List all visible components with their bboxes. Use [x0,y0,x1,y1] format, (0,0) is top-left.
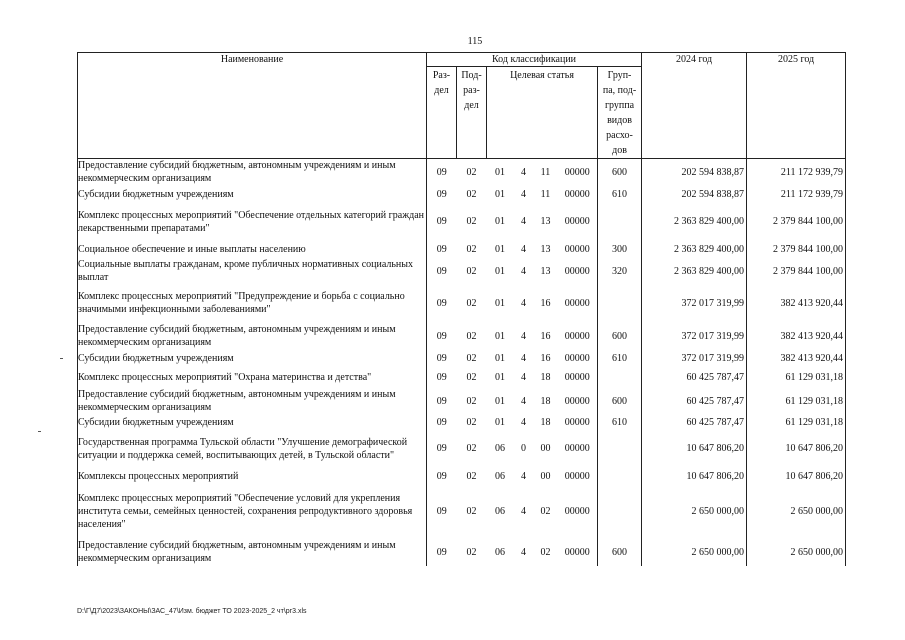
cell-amount-2024: 372 017 319,99 [642,322,747,350]
cell-subprogram: 0 [521,443,526,454]
table-row [78,430,905,467]
cell-direction: 00000 [564,297,590,309]
cell-amount-2025: 61 129 031,18 [747,414,846,430]
table-row [78,258,905,284]
cell-activity: 11 [540,166,551,178]
table-header [78,53,905,159]
cell-direction: 00000 [564,443,590,454]
cell-section: 09 [427,159,457,186]
table-row [78,322,905,350]
cell-subprogram: 4 [521,243,526,255]
cell-direction: 00000 [564,243,590,255]
cell-expense-group: 610 [598,185,642,203]
cell-name: Субсидии бюджетным учреждениям [78,185,427,203]
cell-amount-2025: 382 413 920,44 [747,284,846,322]
cell-name: Субсидии бюджетным учреждениям [78,350,427,366]
cell-subprogram: 4 [521,352,526,364]
cell-subsection: 02 [466,297,477,309]
cell-subsection: 02 [466,546,477,558]
budget-table [77,52,905,566]
header-year-2024: 2024 год [642,53,747,159]
cell-program: 01 [495,166,505,178]
cell-program: 06 [495,506,505,517]
cell-amount-2024: 202 594 838,87 [642,159,747,186]
cell-program: 01 [495,265,505,277]
cell-subprogram: 4 [521,546,526,558]
cell-program: 01 [495,188,505,200]
cell-name: Предоставление субсидий бюджетным, автономным учреждениям и иным некоммерческим организациям [78,538,427,566]
cell-program: 06 [495,470,505,482]
cell-expense-group [598,203,642,240]
table-row [78,284,905,322]
cell-name: Субсидии бюджетным учреждениям [78,414,427,430]
cell-amount-2024: 10 647 806,20 [642,467,747,485]
cell-amount-2025: 61 129 031,18 [747,388,846,414]
cell-expense-group [598,366,642,388]
cell-subprogram: 4 [521,216,526,227]
table-row [78,485,905,538]
cell-program: 01 [495,297,505,309]
cell-direction: 00000 [564,188,590,200]
cell-section: 09 [427,388,457,414]
cell-expense-group: 300 [598,240,642,258]
margin-mark [60,358,63,359]
cell-subprogram: 4 [521,166,526,178]
cell-activity: 18 [540,395,551,407]
cell-name: Предоставление субсидий бюджетным, автономным учреждениям и иным некоммерческим организациям [78,159,427,186]
cell-program: 01 [495,416,505,428]
cell-amount-2025: 2 379 844 100,00 [747,240,846,258]
cell-direction: 00000 [564,166,590,178]
cell-amount-2024: 2 650 000,00 [642,485,747,538]
cell-amount-2024: 60 425 787,47 [642,388,747,414]
header-expense-group: Груп- па, под- группа видов расхо- дов [598,67,642,159]
cell-activity: 02 [540,506,551,517]
table-row [78,388,905,414]
table-row [78,159,905,186]
cell-expense-group: 600 [598,538,642,566]
cell-direction: 00000 [564,546,590,558]
cell-section: 09 [427,203,457,240]
cell-section: 09 [427,485,457,538]
cell-subprogram: 4 [521,395,526,407]
cell-subsection: 02 [466,330,477,342]
cell-subsection: 02 [466,371,477,383]
cell-section: 09 [427,185,457,203]
cell-subprogram: 4 [521,330,526,342]
cell-activity: 16 [540,330,551,342]
cell-amount-2025: 2 379 844 100,00 [747,203,846,240]
cell-program: 06 [495,443,505,454]
cell-section: 09 [427,240,457,258]
table-row [78,185,905,203]
cell-direction: 00000 [564,470,590,482]
cell-program: 01 [495,395,505,407]
cell-name: Социальное обеспечение и иные выплаты населению [78,240,427,258]
cell-activity: 16 [540,352,551,364]
cell-program: 01 [495,243,505,255]
cell-amount-2025: 2 650 000,00 [747,538,846,566]
cell-amount-2024: 372 017 319,99 [642,284,747,322]
cell-section: 09 [427,414,457,430]
cell-amount-2025: 10 647 806,20 [747,430,846,467]
cell-name: Предоставление субсидий бюджетным, автономным учреждениям и иным некоммерческим организациям [78,388,427,414]
table-row [78,203,905,240]
cell-name: Государственная программа Тульской области "Улучшение демографической ситуации и поддержка семей, воспитывающих детей, в Тульской области" [78,430,427,467]
cell-activity: 00 [540,443,551,454]
cell-direction: 00000 [564,416,590,428]
cell-subsection: 02 [466,443,477,454]
cell-section: 09 [427,258,457,284]
cell-expense-group: 610 [598,414,642,430]
cell-amount-2025: 10 647 806,20 [747,467,846,485]
cell-expense-group: 600 [598,388,642,414]
cell-program: 01 [495,216,505,227]
cell-amount-2024: 2 363 829 400,00 [642,258,747,284]
cell-subsection: 02 [466,352,477,364]
table-row [78,467,905,485]
cell-activity: 13 [540,265,551,277]
cell-subsection: 02 [466,166,477,178]
cell-activity: 00 [540,470,551,482]
cell-expense-group: 610 [598,350,642,366]
cell-expense-group: 600 [598,159,642,186]
cell-subprogram: 4 [521,416,526,428]
cell-activity: 18 [540,416,551,428]
cell-subprogram: 4 [521,188,526,200]
file-path-footer: D:\Г\Д7\2023\ЗАКОНЫ\ЗАС_47\Изм. бюджет ТО 2023-2025_2 чт\рг3.xls [77,608,307,615]
header-target-article: Целевая статья [487,67,598,159]
cell-name: Комплекс процессных мероприятий "Охрана материнства и детства" [78,366,427,388]
cell-amount-2024: 2 363 829 400,00 [642,240,747,258]
cell-amount-2024: 60 425 787,47 [642,366,747,388]
cell-activity: 18 [540,371,551,383]
cell-amount-2025: 382 413 920,44 [747,350,846,366]
table-row [78,538,905,566]
cell-amount-2024: 202 594 838,87 [642,185,747,203]
cell-name: Комплексы процессных мероприятий [78,467,427,485]
cell-activity: 11 [540,188,551,200]
page-number: 115 [467,36,483,47]
cell-program: 01 [495,352,505,364]
cell-program: 01 [495,330,505,342]
cell-section: 09 [427,322,457,350]
cell-activity: 16 [540,297,551,309]
cell-amount-2024: 2 363 829 400,00 [642,203,747,240]
cell-amount-2025: 382 413 920,44 [747,322,846,350]
cell-section: 09 [427,366,457,388]
header-classification: Код классификации [427,53,642,67]
cell-subsection: 02 [466,188,477,200]
cell-direction: 00000 [564,371,590,383]
header-section: Раз- дел [427,67,457,159]
cell-subprogram: 4 [521,506,526,517]
cell-name: Комплекс процессных мероприятий "Обеспечение отдельных категорий граждан лекарственными препаратами" [78,203,427,240]
header-year-2025: 2025 год [747,53,846,159]
cell-amount-2025: 2 379 844 100,00 [747,258,846,284]
cell-subsection: 02 [466,395,477,407]
cell-expense-group: 600 [598,322,642,350]
cell-name: Предоставление субсидий бюджетным, автономным учреждениям и иным некоммерческим организациям [78,322,427,350]
header-name: Наименование [78,53,427,159]
table-row [78,414,905,430]
cell-direction: 00000 [564,395,590,407]
cell-section: 09 [427,467,457,485]
cell-amount-2025: 211 172 939,79 [747,159,846,186]
table-body [78,159,905,567]
cell-direction: 00000 [564,265,590,277]
cell-section: 09 [427,284,457,322]
cell-amount-2025: 211 172 939,79 [747,185,846,203]
cell-direction: 00000 [564,216,590,227]
cell-subsection: 02 [466,506,477,517]
table-row [78,350,905,366]
cell-expense-group [598,284,642,322]
cell-subsection: 02 [466,243,477,255]
cell-amount-2024: 372 017 319,99 [642,350,747,366]
margin-mark [38,431,41,432]
cell-section: 09 [427,350,457,366]
cell-amount-2025: 61 129 031,18 [747,366,846,388]
cell-section: 09 [427,538,457,566]
cell-amount-2024: 60 425 787,47 [642,414,747,430]
cell-subsection: 02 [466,416,477,428]
cell-activity: 02 [540,546,551,558]
cell-subprogram: 4 [521,265,526,277]
cell-subsection: 02 [466,216,477,227]
table-row [78,366,905,388]
cell-direction: 00000 [564,330,590,342]
cell-subprogram: 4 [521,371,526,383]
header-subsection: Под- раз- дел [457,67,487,159]
cell-subsection: 02 [466,470,477,482]
cell-subprogram: 4 [521,470,526,482]
cell-subsection: 02 [466,265,477,277]
cell-program: 01 [495,371,505,383]
cell-expense-group: 320 [598,258,642,284]
cell-name: Комплекс процессных мероприятий "Предупреждение и борьба с социально значимыми инфекционными заболеваниями" [78,284,427,322]
cell-direction: 00000 [564,352,590,364]
cell-amount-2025: 2 650 000,00 [747,485,846,538]
cell-amount-2024: 2 650 000,00 [642,538,747,566]
cell-name: Комплекс процессных мероприятий "Обеспечение условий для укрепления института семьи, семейных ценностей, сохранения репродуктивного здоровья населения" [78,485,427,538]
cell-section: 09 [427,430,457,467]
cell-program: 06 [495,546,505,558]
cell-name: Социальные выплаты гражданам, кроме публичных нормативных социальных выплат [78,258,427,284]
cell-amount-2024: 10 647 806,20 [642,430,747,467]
table-row [78,240,905,258]
cell-expense-group [598,467,642,485]
cell-expense-group [598,430,642,467]
cell-activity: 13 [540,243,551,255]
cell-expense-group [598,485,642,538]
cell-direction: 00000 [564,506,590,517]
cell-activity: 13 [540,216,551,227]
cell-subprogram: 4 [521,297,526,309]
